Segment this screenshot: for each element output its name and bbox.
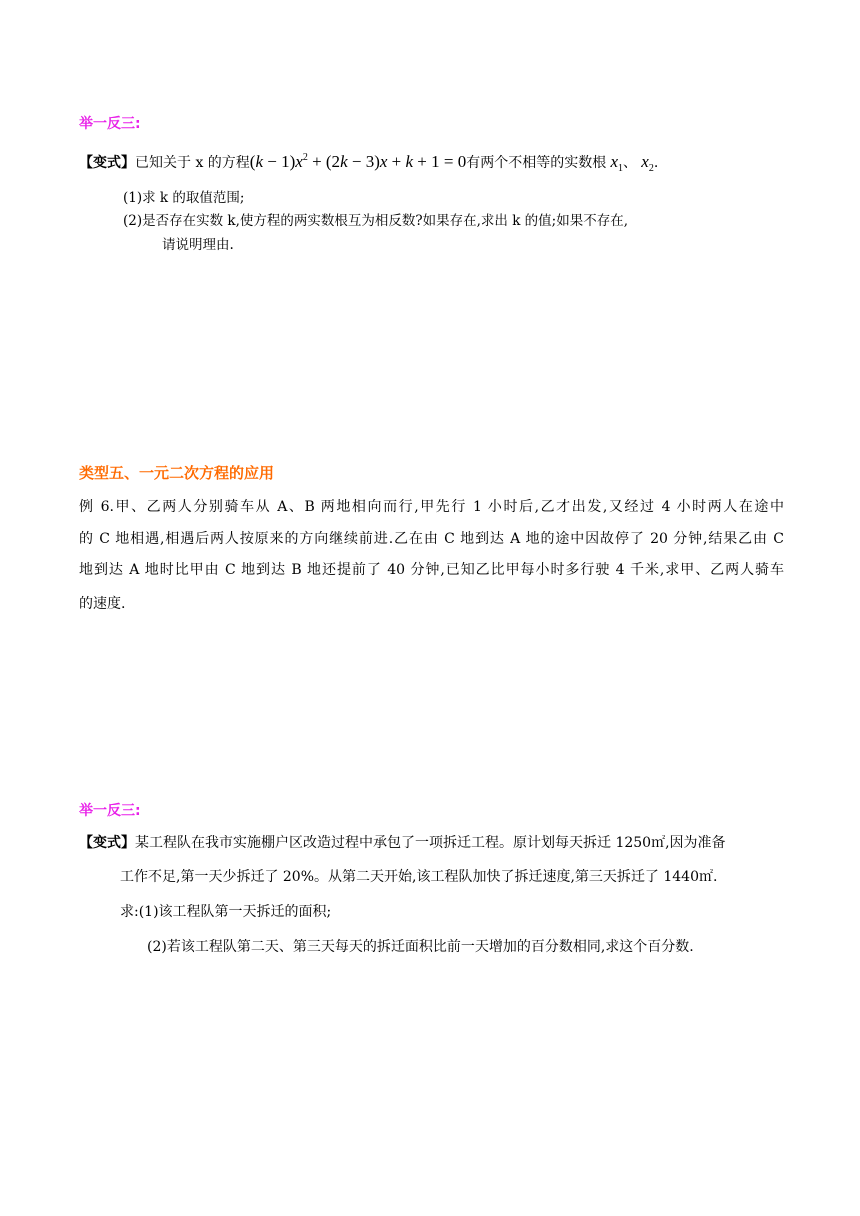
variant-problem-2-line-3: 求:(1)该工程队第一天拆迁的面积; [120,904,332,920]
section-heading-2: 举一反三: [79,803,141,819]
root-x2: $x_2$ [641,152,654,174]
period: . [653,155,659,171]
section-heading-type5: 类型五、一元二次方程的应用 [79,464,275,482]
root-x1: $x_1$ [610,152,624,174]
question-part-2-cont: 请说明理由. [162,237,234,253]
example-6-line-4: 的速度. [79,596,126,612]
section-heading-1: 举一反三: [79,116,141,132]
variant-2-text-1: 某工程队在我市实施棚户区改造过程中承包了一项拆迁工程。原计划每天拆迁 1250㎡,因为准备 [135,835,726,851]
root-separator: 、 [623,155,638,171]
problem-intro: 已知关于 x 的方程 [135,155,250,171]
example-6-line-2: 的 C 地相遇,相遇后两人按原来的方向继续前进.乙在由 C 地到达 A 地的途中因故停了 20 分钟,结果乙由 C [79,531,784,547]
quadratic-equation: $(k - 1)x^2 + (2k - 3)x + k + 1 = 0$ [249,152,467,171]
variant-problem-2-line-4: (2)若该工程队第二天、第三天每天的拆迁面积比前一天增加的百分数相同,求这个百分数. [147,939,694,955]
variant-problem-1 [79,147,658,180]
problem-roots-text: 有两个不相等的实数根 [466,155,607,171]
question-part-2: (2)是否存在实数 k,使方程的两实数根互为相反数?如果存在,求出 k 的值;如果不存在, [123,213,629,229]
variant-problem-2-line-1 [79,832,726,852]
example-6-line-1: 例 6.甲、乙两人分别骑车从 A、B 两地相向而行,甲先行 1 小时后,乙才出发,又经过 4 小时两人在途中 [79,499,784,515]
variant-problem-2-line-2: 工作不足,第一天少拆迁了 20%。从第二天开始,该工程队加快了拆迁速度,第三天拆迁了 1440㎡. [120,869,718,885]
example-6-line-3: 地到达 A 地时比甲由 C 地到达 B 地还提前了 40 分钟,已知乙比甲每小时多行驶 4 千米,求甲、乙两人骑车 [79,562,784,578]
question-part-1: (1)求 k 的取值范围; [123,190,245,206]
variant-tag: 【变式】 [79,155,135,171]
variant-tag-2: 【变式】 [79,835,135,851]
